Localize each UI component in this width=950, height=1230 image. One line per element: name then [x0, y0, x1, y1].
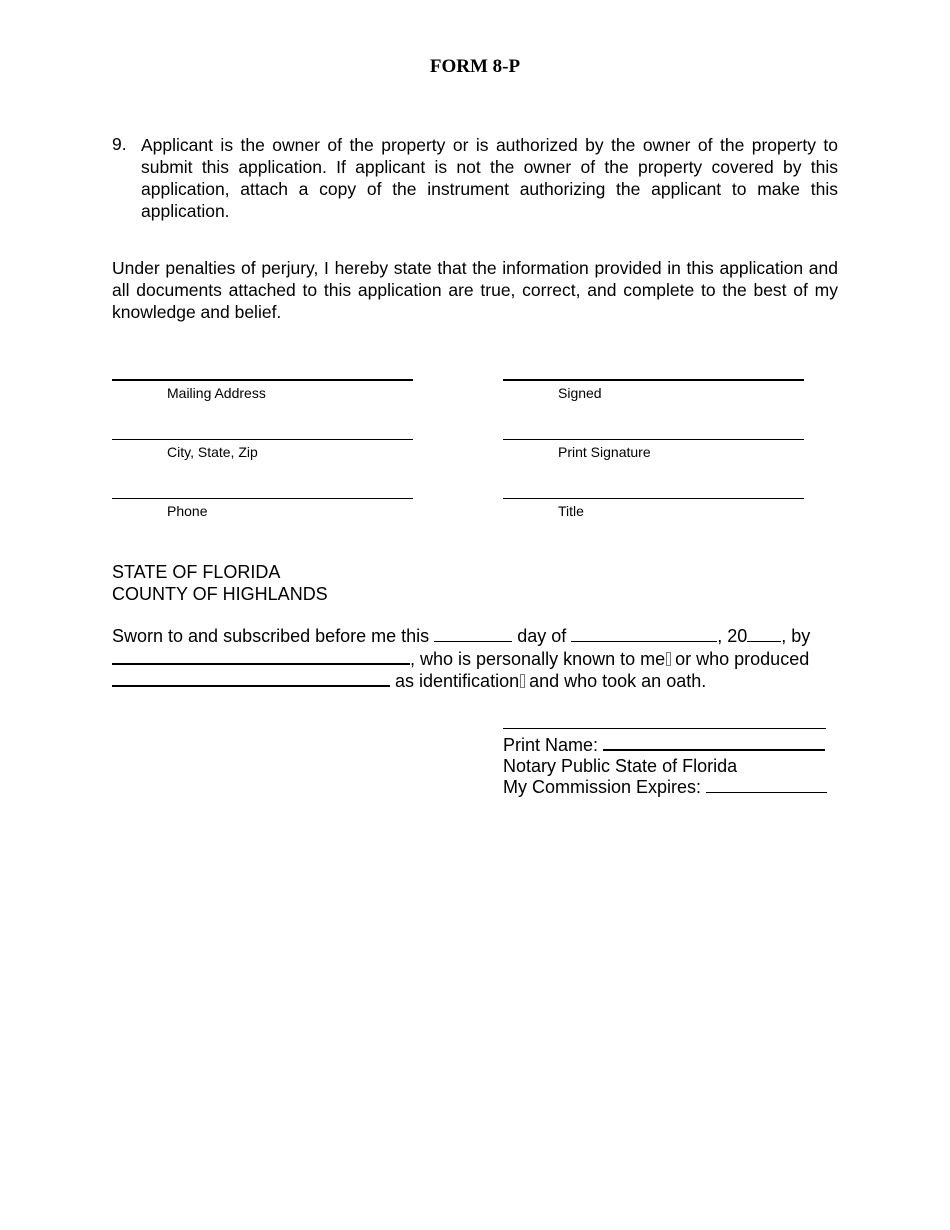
commission-row — [503, 777, 827, 798]
mailing-address-label: Mailing Address — [167, 385, 266, 401]
as-identification-text: as identification — [395, 671, 520, 691]
commission-expires-blank[interactable] — [706, 777, 827, 793]
mailing-address-line[interactable] — [112, 379, 413, 381]
perjury-statement: Under penalties of perjury, I hereby state that the information provided in this application and all documents attached to this application are true, correct, and complete to the best of my knowledge and belief. — [112, 258, 838, 322]
sworn-line-2 — [112, 648, 809, 670]
person-name-blank[interactable] — [112, 648, 410, 665]
print-signature-line[interactable] — [503, 439, 804, 440]
city-state-zip-line[interactable] — [112, 439, 413, 440]
signed-line[interactable] — [503, 379, 804, 381]
phone-line[interactable] — [112, 498, 413, 499]
signed-label: Signed — [558, 385, 602, 401]
personally-known-checkbox[interactable] — [666, 652, 671, 666]
notary-signature-line[interactable] — [503, 728, 826, 729]
took-oath-text: and who took an oath. — [529, 671, 707, 691]
day-blank[interactable] — [434, 626, 512, 642]
identification-blank[interactable] — [112, 670, 390, 687]
sworn-line-1 — [112, 626, 810, 647]
personally-known-text: , who is personally known to me — [410, 649, 666, 669]
day-of-text: day of — [517, 626, 567, 646]
sworn-line-3 — [112, 670, 706, 692]
notary-public-label: Notary Public State of Florida — [503, 756, 738, 776]
sworn-prefix: Sworn to and subscribed before me this — [112, 626, 430, 646]
month-blank[interactable] — [571, 626, 717, 642]
item-9-text: Applicant is the owner of the property or is authorized by the owner of the property to submit this application. If applicant is not the owner of the property covered by this application, attach a copy of the instrument authorizing the applicant to make this application. — [141, 135, 838, 221]
year-prefix: , 20 — [717, 626, 748, 646]
print-name-blank[interactable] — [603, 734, 825, 751]
item-number: 9. — [112, 134, 127, 154]
commission-expires-label: My Commission Expires: — [503, 777, 702, 797]
title-line[interactable] — [503, 498, 804, 499]
print-name-row — [503, 734, 825, 756]
by-text: , by — [781, 626, 811, 646]
state-heading: STATE OF FLORIDA — [112, 562, 281, 582]
or-produced-text: or who produced — [675, 649, 810, 669]
title-label: Title — [558, 503, 584, 519]
oath-checkbox[interactable] — [520, 674, 525, 688]
phone-label: Phone — [167, 503, 208, 519]
city-state-zip-label: City, State, Zip — [167, 444, 258, 460]
county-heading: COUNTY OF HIGHLANDS — [112, 584, 328, 604]
year-blank[interactable] — [747, 626, 781, 642]
print-name-label: Print Name: — [503, 735, 599, 755]
print-signature-label: Print Signature — [558, 444, 651, 460]
form-title: FORM 8-P — [429, 56, 521, 77]
